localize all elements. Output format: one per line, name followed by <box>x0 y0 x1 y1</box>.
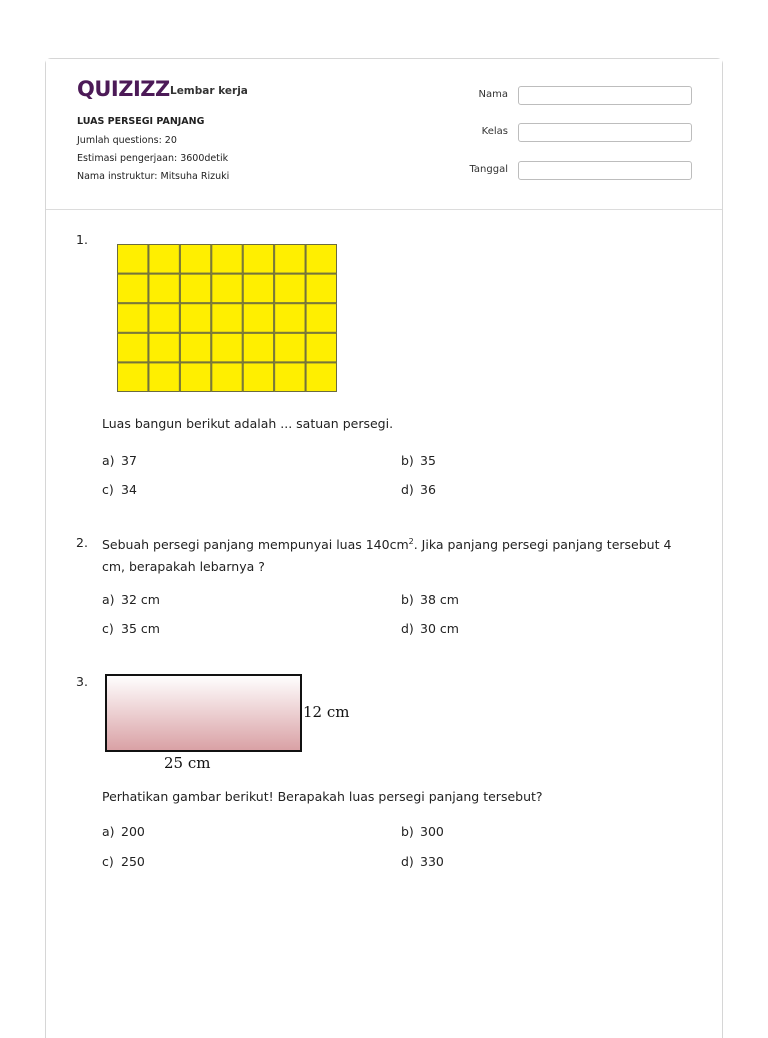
option-a[interactable] <box>102 453 137 468</box>
rectangle-shape <box>106 675 301 751</box>
option-text: 330 <box>420 854 444 869</box>
option-a[interactable] <box>102 592 160 607</box>
option-text: 200 <box>121 824 145 839</box>
option-letter: a) <box>102 453 115 468</box>
worksheet-title: LUAS PERSEGI PANJANG <box>77 116 205 127</box>
question-text: Perhatikan gambar berikut! Berapakah luas persegi panjang tersebut? <box>102 789 543 804</box>
option-letter: c) <box>102 854 114 869</box>
option-c[interactable] <box>102 854 145 869</box>
option-letter: b) <box>401 453 414 468</box>
option-letter: d) <box>401 621 414 636</box>
name-label: Nama <box>478 89 508 100</box>
option-d[interactable] <box>401 482 436 497</box>
question-number: 1. <box>76 232 88 247</box>
superscript: 2 <box>408 537 414 546</box>
worksheet-header <box>46 59 722 210</box>
logo-subtitle: Lembar kerja <box>170 85 248 97</box>
name-field[interactable] <box>518 86 692 105</box>
option-text: 34 <box>121 482 137 497</box>
option-text: 35 cm <box>121 621 160 636</box>
option-text: 36 <box>420 482 436 497</box>
class-label: Kelas <box>481 126 508 137</box>
option-letter: b) <box>401 824 414 839</box>
option-a[interactable] <box>102 824 145 839</box>
option-b[interactable] <box>401 824 444 839</box>
option-text: 30 cm <box>420 621 459 636</box>
question-number: 3. <box>76 674 88 689</box>
option-text: 37 <box>121 453 137 468</box>
option-text: 32 cm <box>121 592 160 607</box>
question-text-part: . Jika panjang persegi panjang tersebut 4 cm, berapakah lebarnya ? <box>102 537 672 575</box>
option-letter: a) <box>102 824 115 839</box>
grid-background <box>117 244 337 392</box>
question-text: Luas bangun berikut adalah ... satuan persegi. <box>102 416 394 431</box>
date-field[interactable] <box>518 161 692 180</box>
grid-image <box>117 244 337 392</box>
option-letter: c) <box>102 621 114 636</box>
option-b[interactable] <box>401 453 436 468</box>
option-text: 250 <box>121 854 145 869</box>
option-letter: a) <box>102 592 115 607</box>
question-text <box>102 531 692 578</box>
date-label: Tanggal <box>469 164 508 175</box>
option-letter: d) <box>401 854 414 869</box>
option-letter: d) <box>401 482 414 497</box>
instructor-name: Nama instruktur: Mitsuha Rizuki <box>77 171 230 182</box>
option-text: 35 <box>420 453 436 468</box>
option-text: 38 cm <box>420 592 459 607</box>
option-d[interactable] <box>401 621 459 636</box>
option-letter: c) <box>102 482 114 497</box>
rectangle-figure <box>100 670 360 775</box>
option-c[interactable] <box>102 482 137 497</box>
class-field[interactable] <box>518 123 692 142</box>
quizizz-logo: QUIZIZZ <box>77 77 170 101</box>
option-c[interactable] <box>102 621 160 636</box>
width-label: 25 cm <box>164 754 211 772</box>
height-label: 12 cm <box>303 703 350 721</box>
option-d[interactable] <box>401 854 444 869</box>
option-b[interactable] <box>401 592 459 607</box>
questions-count: Jumlah questions: 20 <box>77 135 177 146</box>
option-text: 300 <box>420 824 444 839</box>
question-number: 2. <box>76 535 88 550</box>
question-text-part: Sebuah persegi panjang mempunyai luas 140cm <box>102 537 409 553</box>
option-letter: b) <box>401 592 414 607</box>
estimated-time: Estimasi pengerjaan: 3600detik <box>77 153 229 164</box>
